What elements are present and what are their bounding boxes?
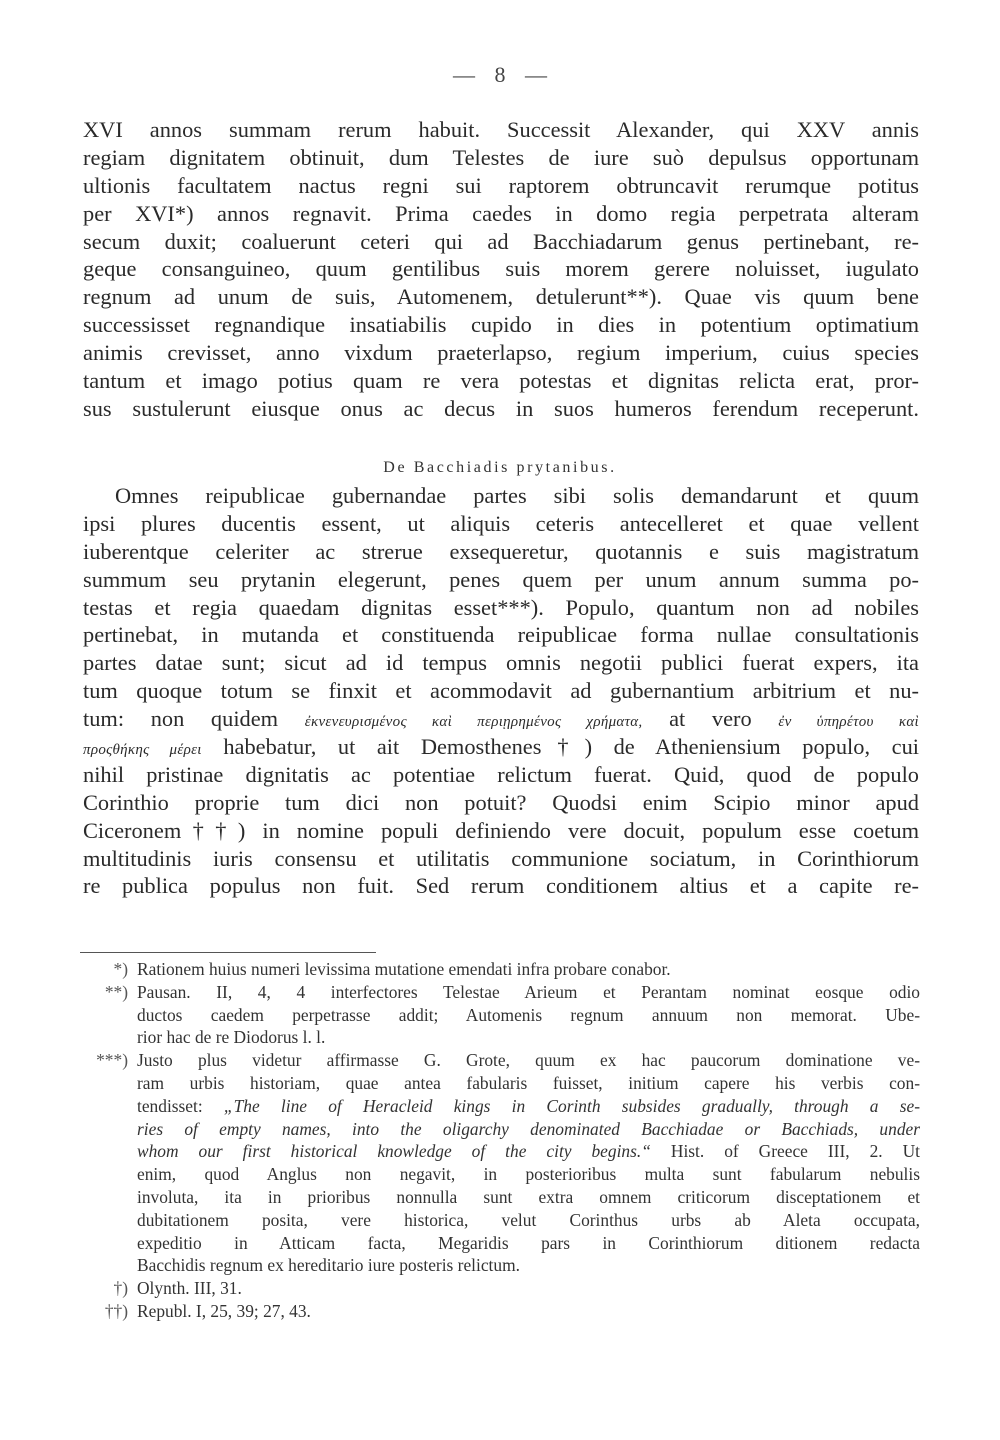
footnote-line	[137, 1095, 920, 1118]
footnote-1	[80, 958, 920, 981]
footnote-line: Rationem huius numeri levissima mutatione emendati infra probare conabor.	[137, 959, 671, 979]
text-segment: tendisset:	[137, 1095, 224, 1116]
footnote-divider	[80, 952, 376, 953]
citation: Hist. of Greece III, 2. Ut	[650, 1141, 920, 1162]
text-line: successisset regnandique insatiabilis cupido in dies in potentium optimatium	[83, 312, 919, 338]
text-line: Corinthio proprie tum dici non potuit? Quodsi enim Scipio minor apud	[83, 789, 919, 815]
body-paragraph-1	[83, 116, 919, 423]
greek-quote-line	[83, 705, 919, 733]
footnote-mark: ***)	[96, 1050, 128, 1071]
text-line: nihil pristinae dignitatis ac potentiae relictum fuerat. Quid, quod de populo	[83, 761, 919, 787]
text-line: re publica populus non fuit. Sed rerum conditionem altius et a capite re-	[83, 873, 919, 899]
text-segment: habebatur, ut ait Demosthenes†) de Atheniensium populo, cui	[201, 734, 919, 760]
footnote-line: ram urbis historiam, quae antea fabularis fuisset, initium capere his verbis con-	[137, 1072, 920, 1093]
text-line: testas et regia quaedam dignitas esset***). Populo, quantum non ad nobiles	[83, 594, 919, 620]
footnote-line: Bacchidis regnum ex hereditario iure posteris relictum.	[137, 1255, 520, 1276]
footnote-line: rior hac de re Diodorus l. l.	[137, 1027, 326, 1048]
footnote-line: Olynth. III, 31.	[137, 1278, 242, 1299]
footnote-line: expeditio in Atticam facta, Megaridis pars in Corinthiorum ditionem redacta	[137, 1232, 920, 1253]
footnotes	[80, 958, 920, 1323]
footnote-line: ductos caedem perpetrasse addit; Automenis regnum annuum non memorat. Ube-	[137, 1004, 920, 1025]
text-line: regiam dignitatem obtinuit, dum Telestes de iure suò depulsus opportunam	[83, 144, 919, 170]
text-line: animis crevisset, anno vixdum praeterlapso, regium imperium, cuius species	[83, 340, 919, 366]
text-line: multitudinis iuris consensu et utilitatis communione sociatum, in Corinthiorum	[83, 845, 919, 871]
text-line: Omnes reipublicae gubernandae partes sibi solis demandarunt et quum	[115, 483, 919, 508]
english-quotation: ries of empty names, into the oligarchy denominated Bacchiadae or Bacchiads, under	[137, 1118, 920, 1139]
text-line: Ciceronem††) in nomine populi definiendo vere docuit, populum esse coetum	[83, 817, 919, 843]
section-heading: De Bacchiadis prytanibus.	[383, 459, 617, 476]
text-line: ipsi plures ducentis essent, ut aliquis ceteris antecelleret et quae vellent	[83, 510, 919, 536]
footnote-line	[137, 1140, 920, 1163]
footnote-2	[80, 981, 920, 1049]
text-line: iuberentque celeriter ac strerue exsequeretur, quotannis e suis magistratum	[83, 538, 919, 564]
footnote-3	[80, 1049, 920, 1277]
text-line: tum quoque totum se finxit et acommodavit ad gubernantium arbitrium et nu-	[83, 678, 919, 704]
text-line: regnum ad unum de suis, Automenem, detulerunt**). Quae vis quum bene	[83, 284, 919, 310]
footnote-mark: *)	[113, 959, 128, 979]
text-line: ultionis facultatem nactus regni sui raptorem obtruncavit rerumque potitus	[83, 172, 919, 198]
footnote-line: Republ. I, 25, 39; 27, 43.	[137, 1300, 311, 1321]
greek-quotation: ἐκνενευρισμένος καὶ περιῃρημένος χρήματα,	[304, 714, 643, 731]
text-line: per XVI*) annos regnavit. Prima caedes in domo regia perpetrata alteram	[83, 200, 919, 226]
text-line: secum duxit; coaluerunt ceteri qui ad Bacchiadarum genus pertinebant, re-	[83, 228, 919, 254]
footnote-4	[80, 1277, 920, 1300]
english-quotation: „The line of Heracleid kings in Corinth subsides gradually, through a se-	[223, 1095, 920, 1116]
text-segment: at vero	[642, 706, 779, 732]
greek-quotation: προςθήκης μέρει	[83, 742, 202, 759]
text-line: summum seu prytanin elegerunt, penes quem per unum annum summa po-	[83, 566, 919, 592]
footnote-line: Pausan. II, 4, 4 interfectores Telestae Arieum et Perantam nominat eosque odio	[137, 981, 920, 1002]
footnote-line: dubitationem posita, vere historica, velut Corinthus urbs ab Aleta occupata,	[137, 1209, 920, 1230]
text-line: tantum et imago potius quam re vera potestas et dignitas relicta erat, pror-	[83, 368, 919, 394]
footnote-mark: **)	[104, 981, 128, 1002]
greek-quote-line	[83, 733, 919, 761]
text-line: partes datae sunt; sicut ad id tempus omnis negotii publici fuerat expers, ita	[83, 650, 919, 676]
text-line: sus sustulerunt eiusque onus ac decus in suos humeros ferendum receperunt.	[83, 395, 919, 421]
footnote-mark: †)	[113, 1278, 128, 1299]
footnote-5	[80, 1300, 920, 1323]
english-quotation: whom our first historical knowledge of the city begins.“	[137, 1141, 651, 1162]
footnote-mark: ††)	[104, 1300, 128, 1321]
body-paragraph-2	[83, 482, 919, 900]
footnote-line: Justo plus videtur affirmasse G. Grote, quum ex hac paucorum dominatione ve-	[137, 1050, 920, 1071]
text-line: XVI annos summam rerum habuit. Successit Alexander, qui XXV annis	[83, 117, 919, 142]
page-number: — 8 —	[453, 62, 547, 87]
footnote-line: enim, quod Anglus non negavit, in posterioribus multa sunt fabularum nebulis	[137, 1164, 920, 1185]
text-line: geque consanguineo, quum gentilibus suis morem gerere noluisset, iugulato	[83, 256, 919, 282]
text-segment: tum: non quidem	[83, 706, 305, 732]
text-line: pertinebat, in mutanda et constituenda reipublicae forma nullae consultationis	[83, 622, 919, 648]
greek-quotation: ἐν ὑπηρέτου καὶ	[778, 714, 919, 731]
footnote-line: involuta, ita in prioribus nonnulla sunt extra omnem criticorum disceptationem et	[137, 1186, 920, 1207]
